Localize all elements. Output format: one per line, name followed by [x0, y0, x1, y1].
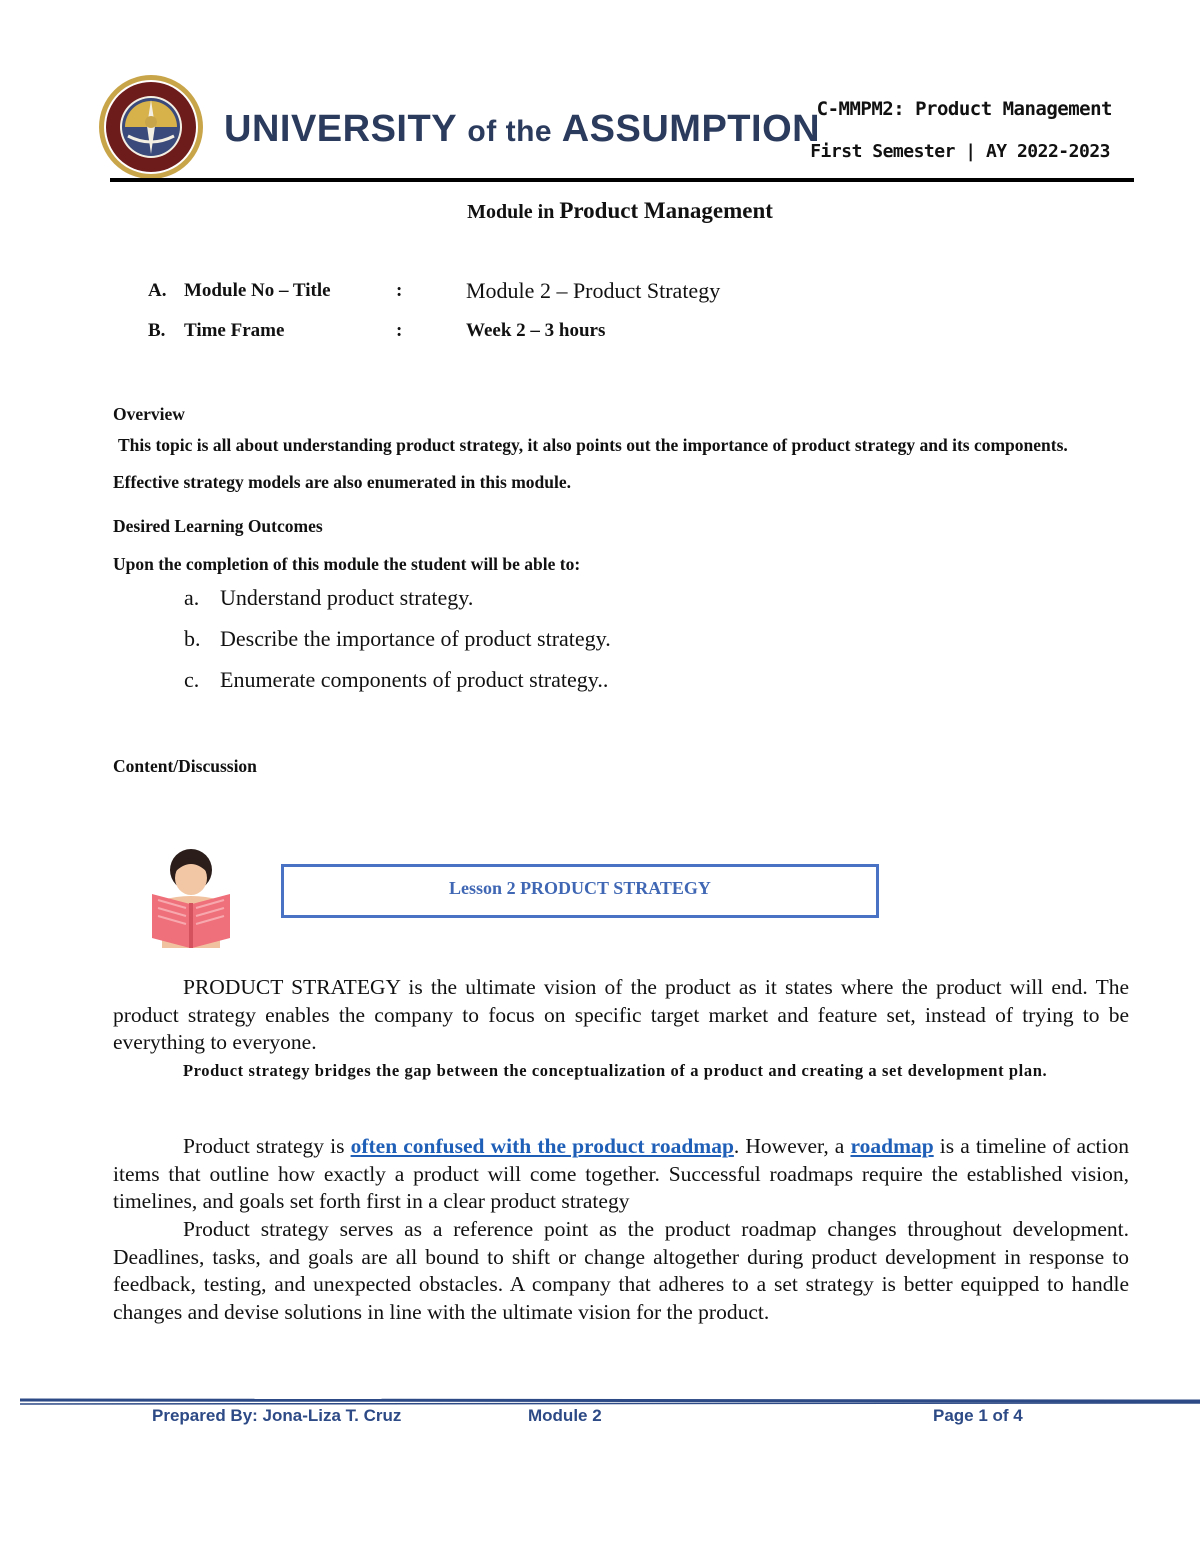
lesson-title-box: [281, 864, 879, 918]
info-label: Module No – Title: [184, 280, 331, 301]
university-seal-logo: [98, 74, 204, 180]
university-name: UNIVERSITY of the ASSUMPTION: [224, 108, 821, 150]
content-heading: Content/Discussion: [113, 756, 257, 776]
info-value: Week 2 – 3 hours: [466, 320, 606, 341]
paragraph-reference-point: Product strategy serves as a reference point as the product roadmap changes throughout development. Deadlines, tasks, and goals are all bound to shift or change altogether during product development in response to feedback, testing, and unexpected obstacles. A company that adheres to a set strategy is better equipped to handle changes and devise solutions in line with the ultimate vision for the product.: [113, 1217, 1129, 1324]
overview-heading: Overview: [113, 404, 185, 424]
module-title: Module in Product Management: [467, 198, 773, 223]
header-divider: [110, 178, 1134, 182]
info-letter: B.: [148, 320, 166, 341]
overview-text: This topic is all about understanding product strategy, it also points out the importance of product strategy and its components. Effective strategy models are also enumerated in this module.: [113, 435, 1068, 492]
info-colon: :: [396, 320, 403, 341]
paragraph-bridge: Product strategy bridges the gap between the conceptualization of a product and creating a set development plan.: [183, 1061, 1048, 1080]
roadmap-link[interactable]: roadmap: [850, 1134, 934, 1158]
footer-divider: [20, 1398, 1200, 1406]
lesson-label: Lesson 2 PRODUCT STRATEGY: [449, 878, 711, 898]
semester-label: First Semester | AY 2022-2023: [810, 141, 1110, 162]
info-label: Time Frame: [184, 320, 285, 341]
info-colon: :: [396, 280, 403, 301]
info-letter: A.: [148, 280, 167, 301]
footer-page-number: Page 1 of 4: [933, 1406, 1023, 1425]
reading-student-icon: [148, 848, 234, 950]
paragraph-definition: PRODUCT STRATEGY is the ultimate vision of the product as it states where the product will end. The product strategy enables the company to focus on specific target market and feature set, instead of trying to be everything to everyone.: [113, 975, 1129, 1054]
footer-module: Module 2: [528, 1406, 602, 1425]
outcomes-intro: Upon the completion of this module the student will be able to:: [113, 554, 581, 574]
paragraph-roadmap: Product strategy is often confused with the product roadmap. However, a roadmap is a timeline of action items that outline how exactly a product will come together. Successful roadmaps require the established vision, timelines, and goals set forth first in a clear product strategy: [113, 1134, 1129, 1213]
outcomes-heading: Desired Learning Outcomes: [113, 516, 323, 536]
footer-prepared-by: Prepared By: Jona-Liza T. Cruz: [152, 1406, 402, 1425]
info-value: Module 2 – Product Strategy: [466, 278, 721, 303]
course-code: C-MMPM2: Product Management: [816, 98, 1112, 120]
roadmap-confusion-link[interactable]: often confused with the product roadmap: [350, 1134, 734, 1158]
